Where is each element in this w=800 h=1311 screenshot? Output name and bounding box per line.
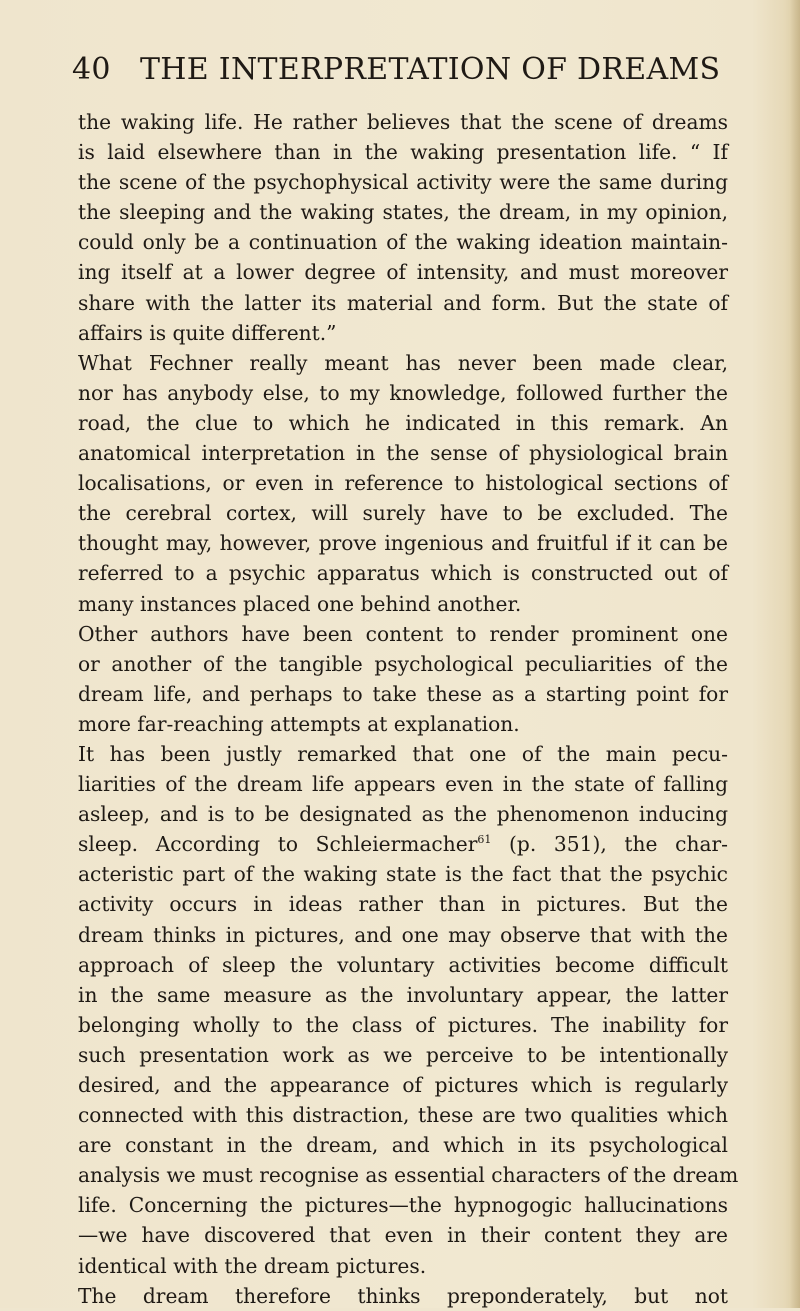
text-line (78, 1010, 728, 1040)
text-line (78, 288, 728, 318)
text-line (78, 1281, 728, 1311)
text-line (78, 649, 728, 679)
text-line-content: ing itself at a lower degree of intensity, and must moreover (78, 260, 728, 285)
text-line-content: road, the clue to which he indicated in this remark. An (78, 410, 728, 435)
text-line (78, 257, 728, 287)
text-line (78, 1070, 728, 1100)
page-number: 40 (72, 52, 111, 87)
text-line-content: asleep, and is to be designated as the phenomenon inducing (78, 802, 728, 827)
text-line (78, 769, 728, 799)
text-line (78, 739, 728, 769)
text-line-content: are constant in the dream, and which in its psychological (78, 1133, 728, 1158)
text-line (78, 378, 728, 408)
text-line-content: belonging wholly to the class of pictures. The inability for (78, 1012, 728, 1037)
text-line (78, 589, 728, 619)
text-line-content: dream life, and perhaps to take these as a starting point for (78, 681, 728, 706)
text-line-content: the cerebral cortex, will surely have to be excluded. The (78, 501, 728, 526)
text-line (78, 1190, 728, 1220)
text-line (78, 318, 728, 348)
text-line-content: referred to a psychic apparatus which is constructed out of (78, 561, 728, 586)
page-header (72, 52, 732, 96)
text-line (78, 980, 728, 1010)
text-line (78, 227, 728, 257)
text-line (78, 498, 728, 528)
text-line (78, 859, 728, 889)
text-line (78, 829, 728, 859)
footnote-reference: 61 (477, 833, 492, 847)
text-line (78, 799, 728, 829)
text-line-continuation: (p. 351), the char- (491, 832, 728, 857)
text-line (78, 1100, 728, 1130)
text-line-content: life. Concerning the pictures—the hypnogogic hallucinations (78, 1193, 728, 1218)
text-line-content: the sleeping and the waking states, the dream, in my opinion, (78, 200, 728, 225)
text-line-content: —we have discovered that even in their content they are (78, 1223, 728, 1248)
text-line (78, 107, 728, 137)
text-line (78, 889, 728, 919)
text-line (78, 558, 728, 588)
text-line (78, 1130, 728, 1160)
text-line (78, 920, 728, 950)
text-line (78, 1220, 728, 1250)
text-line-content: the scene of the psychophysical activity were the same during (78, 170, 728, 195)
text-line (78, 137, 728, 167)
text-line-content: Other authors have been content to render prominent one (78, 621, 728, 646)
text-line (78, 679, 728, 709)
text-line (78, 528, 728, 558)
text-line-content: connected with this distraction, these are two qualities which (78, 1103, 728, 1128)
text-line-content: identical with the dream pictures. (78, 1253, 427, 1278)
text-line (78, 619, 728, 649)
text-line (78, 1160, 739, 1190)
text-line-content: activity occurs in ideas rather than in pictures. But the (78, 892, 728, 917)
text-line-content: more far-reaching attempts at explanation. (78, 711, 520, 736)
text-line-content: What Fechner really meant has never been made clear, (78, 350, 728, 375)
text-line-content: acteristic part of the waking state is the fact that the psychic (78, 862, 728, 887)
text-line-content: anatomical interpretation in the sense of physiological brain (78, 441, 728, 466)
text-line-content: It has been justly remarked that one of the main pecu- (78, 741, 728, 766)
running-head-title: THE INTERPRETATION OF DREAMS (140, 52, 721, 87)
text-line-content: many instances placed one behind another. (78, 591, 522, 616)
text-line-content: analysis we must recognise as essential characters of the dream (78, 1163, 739, 1188)
page-edge-shadow (790, 0, 800, 1308)
text-line-content: liarities of the dream life appears even in the state of falling (78, 772, 728, 797)
text-line-content: dream thinks in pictures, and one may observe that with the (78, 922, 728, 947)
text-line-content: approach of sleep the voluntary activities become difficult (78, 952, 728, 977)
text-line-content: the waking life. He rather believes that the scene of dreams (78, 110, 728, 134)
text-line-content: desired, and the appearance of pictures which is regularly (78, 1073, 728, 1097)
text-line (78, 167, 728, 197)
text-line-content: nor has anybody else, to my knowledge, followed further the (78, 380, 728, 405)
text-line-content: The dream therefore thinks preponderately, but not (78, 1283, 728, 1308)
text-line-content: share with the latter its material and form. But the state of (78, 290, 728, 315)
text-line-content: could only be a continuation of the waking ideation maintain- (78, 230, 728, 255)
text-line-content: affairs is quite different.” (78, 320, 337, 345)
text-line (78, 348, 728, 378)
text-line-content: localisations, or even in reference to histological sections of (78, 471, 728, 496)
text-line-content: in the same measure as the involuntary appear, the latter (78, 982, 728, 1007)
text-line (78, 468, 728, 498)
text-line (78, 1251, 728, 1281)
text-line (78, 197, 728, 227)
text-line (78, 950, 728, 980)
body-text (78, 107, 739, 1311)
text-line (78, 1040, 728, 1070)
text-line (78, 438, 728, 468)
text-line-content: such presentation work as we perceive to be intentionally (78, 1042, 728, 1067)
text-line-content: is laid elsewhere than in the waking presentation life. “ If (78, 140, 728, 165)
text-line-content: or another of the tangible psychological peculiarities of the (78, 651, 728, 676)
text-line-content: sleep. According to Schleiermacher (78, 832, 478, 857)
text-line (78, 709, 728, 739)
text-line (78, 408, 728, 438)
text-line-content: thought may, however, prove ingenious and fruitful if it can be (78, 531, 728, 556)
